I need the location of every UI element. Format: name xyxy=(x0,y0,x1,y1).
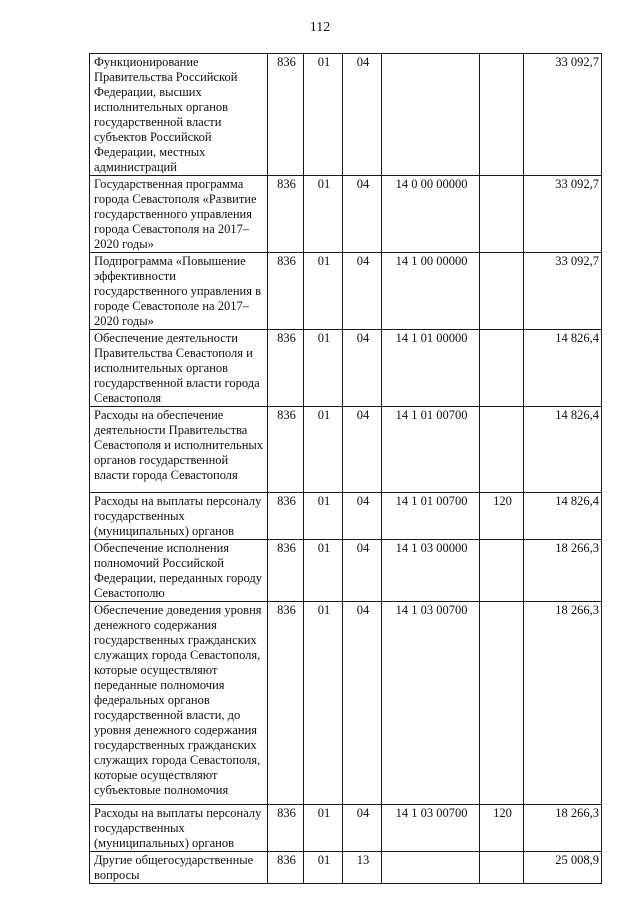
subsection-code-cell: 13 xyxy=(343,852,382,884)
target-article-cell: 14 1 03 00000 xyxy=(382,540,480,602)
expense-type-cell xyxy=(480,330,524,407)
department-code-cell: 836 xyxy=(268,54,304,176)
subsection-code-cell: 04 xyxy=(343,330,382,407)
section-code-cell: 01 xyxy=(304,176,343,253)
section-code-cell: 01 xyxy=(304,540,343,602)
subsection-code-cell: 04 xyxy=(343,805,382,852)
subsection-code-cell: 04 xyxy=(343,493,382,540)
target-article-cell: 14 1 01 00000 xyxy=(382,330,480,407)
section-code-cell: 01 xyxy=(304,54,343,176)
section-code-cell: 01 xyxy=(304,407,343,493)
department-code-cell: 836 xyxy=(268,805,304,852)
amount-cell: 33 092,7 xyxy=(524,54,602,176)
department-code-cell: 836 xyxy=(268,602,304,805)
section-code-cell: 01 xyxy=(304,253,343,330)
amount-cell: 33 092,7 xyxy=(524,253,602,330)
amount-cell: 14 826,4 xyxy=(524,330,602,407)
section-code-cell: 01 xyxy=(304,602,343,805)
expense-name-cell: Обеспечение исполнения полномочий Российской Федерации, переданных городу Севастополю xyxy=(90,540,268,602)
target-article-cell: 14 1 03 00700 xyxy=(382,805,480,852)
department-code-cell: 836 xyxy=(268,852,304,884)
subsection-code-cell: 04 xyxy=(343,176,382,253)
amount-cell: 14 826,4 xyxy=(524,493,602,540)
subsection-code-cell: 04 xyxy=(343,253,382,330)
table-row xyxy=(90,253,602,330)
expense-name-cell: Обеспечение деятельности Правительства Севастополя и исполнительных органов государственной власти города Севастополя xyxy=(90,330,268,407)
expense-name-cell: Расходы на обеспечение деятельности Правительства Севастополя и исполнительных органов государственной власти города Севастополя xyxy=(90,407,268,493)
target-article-cell: 14 1 03 00700 xyxy=(382,602,480,805)
subsection-code-cell: 04 xyxy=(343,540,382,602)
expense-name-cell: Государственная программа города Севастополя «Развитие государственного управления города Севастополя на 2017–2020 годы» xyxy=(90,176,268,253)
department-code-cell: 836 xyxy=(268,253,304,330)
expense-type-cell xyxy=(480,852,524,884)
department-code-cell: 836 xyxy=(268,176,304,253)
table-row xyxy=(90,330,602,407)
target-article-cell xyxy=(382,54,480,176)
section-code-cell: 01 xyxy=(304,330,343,407)
page-number: 112 xyxy=(309,20,331,35)
expense-name-cell: Обеспечение доведения уровня денежного содержания государственных гражданских служащих города Севастополя, которые осуществляют переданные полномочия федеральных органов государственной власти, до уровня денежного содержания государственных гражданских служащих города Севастополя, которые осуществляют субъектовые полномочия xyxy=(90,602,268,805)
amount-cell: 25 008,9 xyxy=(524,852,602,884)
target-article-cell xyxy=(382,852,480,884)
expense-name-cell: Расходы на выплаты персоналу государственных (муниципальных) органов xyxy=(90,493,268,540)
expense-type-cell: 120 xyxy=(480,493,524,540)
table-row xyxy=(90,176,602,253)
target-article-cell: 14 1 01 00700 xyxy=(382,407,480,493)
amount-cell: 33 092,7 xyxy=(524,176,602,253)
table-row xyxy=(90,852,602,884)
section-code-cell: 01 xyxy=(304,852,343,884)
expense-type-cell xyxy=(480,253,524,330)
subsection-code-cell: 04 xyxy=(343,602,382,805)
subsection-code-cell: 04 xyxy=(343,407,382,493)
amount-cell: 18 266,3 xyxy=(524,540,602,602)
expense-type-cell xyxy=(480,54,524,176)
target-article-cell: 14 1 00 00000 xyxy=(382,253,480,330)
expense-type-cell xyxy=(480,540,524,602)
expense-name-cell: Подпрограмма «Повышение эффективности государственного управления в городе Севастополе на 2017–2020 годы» xyxy=(90,253,268,330)
expense-name-cell: Другие общегосударственные вопросы xyxy=(90,852,268,884)
section-code-cell: 01 xyxy=(304,493,343,540)
amount-cell: 14 826,4 xyxy=(524,407,602,493)
table-row xyxy=(90,602,602,805)
expense-name-cell: Расходы на выплаты персоналу государственных (муниципальных) органов xyxy=(90,805,268,852)
expense-name-cell: Функционирование Правительства Российской Федерации, высших исполнительных органов государственной власти субъектов Российской Федерации, местных администраций xyxy=(90,54,268,176)
expense-type-cell: 120 xyxy=(480,805,524,852)
table-row xyxy=(90,54,602,176)
amount-cell: 18 266,3 xyxy=(524,805,602,852)
table-row xyxy=(90,540,602,602)
table-row xyxy=(90,493,602,540)
subsection-code-cell: 04 xyxy=(343,54,382,176)
table-row xyxy=(90,805,602,852)
expense-type-cell xyxy=(480,176,524,253)
target-article-cell: 14 1 01 00700 xyxy=(382,493,480,540)
department-code-cell: 836 xyxy=(268,407,304,493)
department-code-cell: 836 xyxy=(268,493,304,540)
target-article-cell: 14 0 00 00000 xyxy=(382,176,480,253)
budget-table xyxy=(89,53,602,884)
section-code-cell: 01 xyxy=(304,805,343,852)
department-code-cell: 836 xyxy=(268,540,304,602)
expense-type-cell xyxy=(480,407,524,493)
department-code-cell: 836 xyxy=(268,330,304,407)
expense-type-cell xyxy=(480,602,524,805)
amount-cell: 18 266,3 xyxy=(524,602,602,805)
table-row xyxy=(90,407,602,493)
